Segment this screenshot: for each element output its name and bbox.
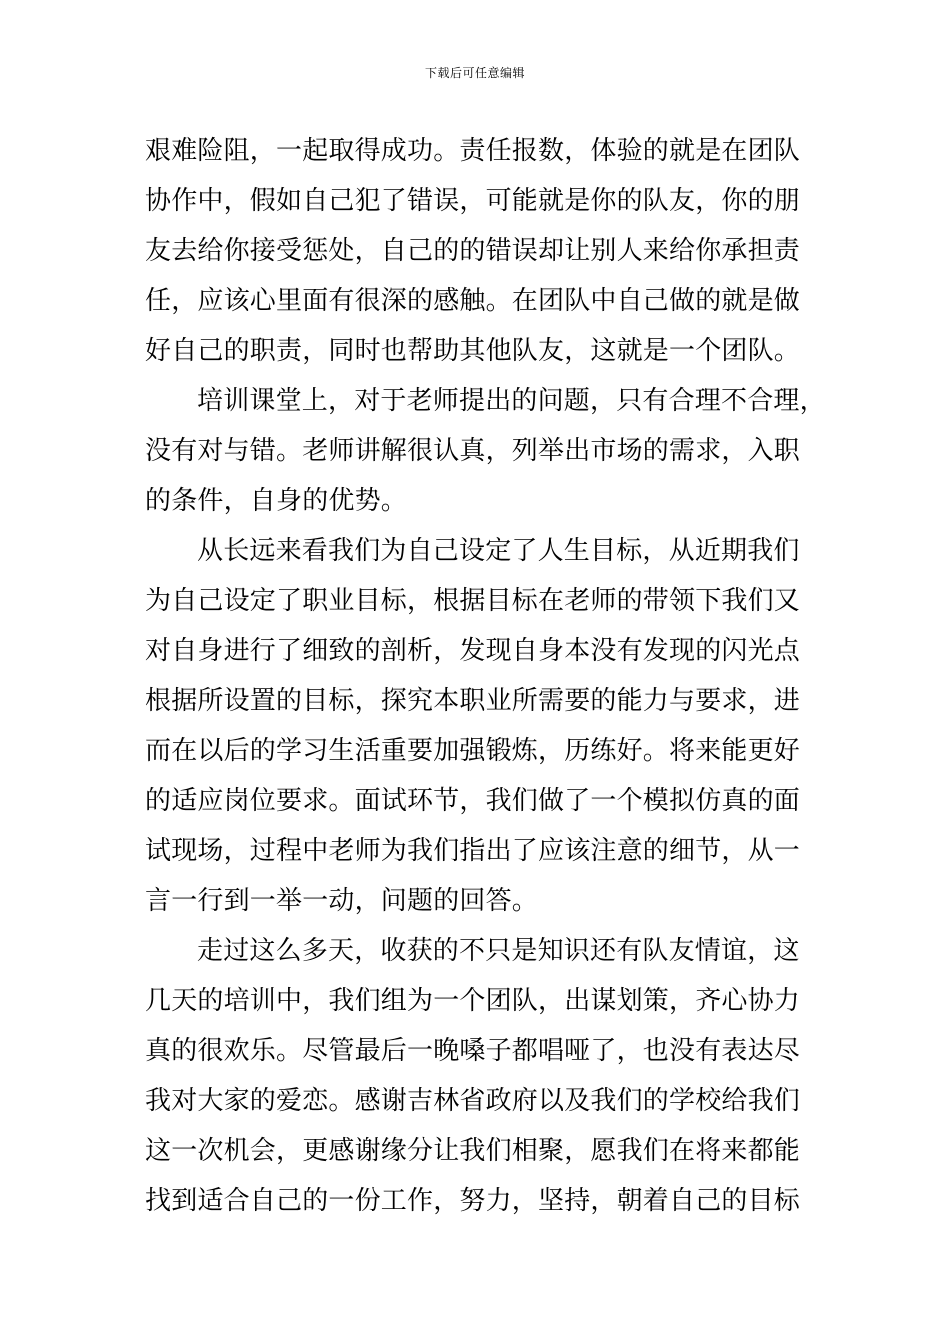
text-line: 对自身进行了细致的剖析，发现自身本没有发现的闪光点 xyxy=(145,636,801,666)
text-line: 没有对与错。老师讲解很认真，列举出市场的需求，入职 xyxy=(145,436,801,466)
text-line: 找到适合自己的一份工作，努力，坚持，朝着自己的目标 xyxy=(145,1186,801,1216)
text-line: 的条件，自身的优势。 xyxy=(145,486,408,516)
text-line: 友去给你接受惩处，自己的的错误却让别人来给你承担责 xyxy=(145,236,801,266)
text-line: 我对大家的爱恋。感谢吉林省政府以及我们的学校给我们 xyxy=(145,1086,801,1116)
paragraph-start-line: 走过这么多天，收获的不只是知识还有队友情谊，这 xyxy=(197,936,800,966)
text-line: 任，应该心里面有很深的感触。在团队中自己做的就是做 xyxy=(145,286,801,316)
document-body xyxy=(145,126,825,1226)
page-header: 下载后可任意编辑 xyxy=(424,66,525,80)
text-line: 艰难险阻，一起取得成功。责任报数，体验的就是在团队 xyxy=(145,136,801,166)
text-line: 试现场，过程中老师为我们指出了应该注意的细节，从一 xyxy=(145,836,801,866)
text-line: 的适应岗位要求。面试环节，我们做了一个模拟仿真的面 xyxy=(145,786,801,816)
text-line: 而在以后的学习生活重要加强锻炼，历练好。将来能更好 xyxy=(145,736,801,766)
text-line: 几天的培训中，我们组为一个团队，出谋划策，齐心协力 xyxy=(145,986,801,1016)
text-line: 言一行到一举一动，问题的回答。 xyxy=(145,886,539,916)
paragraph-start-line: 从长远来看我们为自己设定了人生目标，从近期我们 xyxy=(197,536,800,566)
paragraph-start-line: 培训课堂上，对于老师提出的问题，只有合理不合理， xyxy=(197,386,826,416)
text-line: 这一次机会，更感谢缘分让我们相聚，愿我们在将来都能 xyxy=(145,1136,801,1166)
text-line: 真的很欢乐。尽管最后一晚嗓子都唱哑了，也没有表达尽 xyxy=(145,1036,801,1066)
text-line: 为自己设定了职业目标，根据目标在老师的带领下我们又 xyxy=(145,586,801,616)
text-line: 好自己的职责，同时也帮助其他队友，这就是一个团队。 xyxy=(145,336,801,366)
text-line: 根据所设置的目标，探究本职业所需要的能力与要求，进 xyxy=(145,686,801,716)
text-line: 协作中，假如自己犯了错误，可能就是你的队友，你的朋 xyxy=(145,186,801,216)
